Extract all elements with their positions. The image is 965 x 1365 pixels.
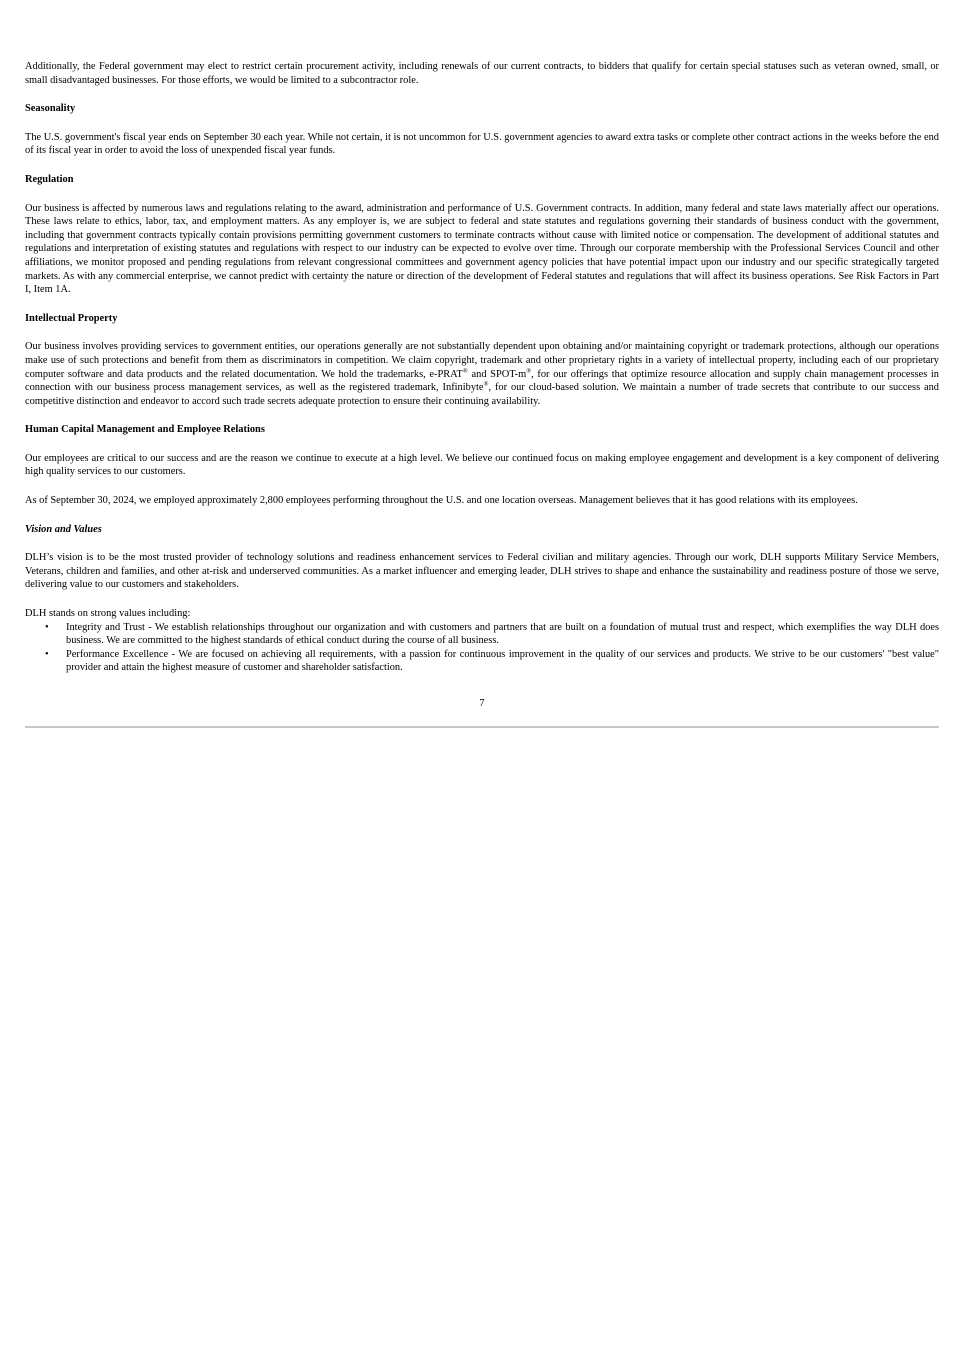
intro-paragraph: Additionally, the Federal government may elect to restrict certain procurement activity, including renewals of our current contracts, to bidders that qualify for certain special statuses such as veteran owned, small, or small disadvantaged businesses. For those efforts, we would be limited to a subcontractor role. [25,61,939,86]
regulation-paragraph: Our business is affected by numerous laws and regulations relating to the award, administration and performance of U.S. Government contracts. In addition, many federal and state laws materially affect our operations. These laws relate to ethics, labor, tax, and employment matters. As any employer is, we are subject to federal and state statutes and regulations governing their standards of business conduct with the government, including that government contracts typically contain provisions permitting government customers to terminate contracts without cause with limited notice or compensation. The development of additional statutes and regulations and interpretation of existing statutes and regulations with respect to our industry can be expected to evolve over time. Through our corporate membership with the Professional Services Council and other affiliations, we monitor proposed and pending regulations from relevant congressional committees and government agency policies that have potential impact upon our industry and our specific strategically targeted markets. As with any commercial enterprise, we cannot predict with certainty the nature or direction of the development of Federal statutes and regulations that will affect its business operations. See Risk Factors in Part I, Item 1A. [25,202,939,296]
intellectual-property-paragraph [25,340,939,408]
registered-mark-infinibyte: ® [483,380,489,388]
seasonality-paragraph: The U.S. government's fiscal year ends on September 30 each year. While not certain, it is not uncommon for U.S. government agencies to award extra tasks or complete other contract actions in the weeks before the end of its fiscal year in order to avoid the loss of unexpended fiscal year funds. [25,131,939,157]
regulation-heading: Regulation [25,173,74,185]
human-capital-paragraph-2: As of September 30, 2024, we employed approximately 2,800 employees performing throughout the U.S. and one location overseas. Management believes that it has good relations with its employees. [25,495,858,507]
human-capital-paragraph-1: Our employees are critical to our success and are the reason we continue to execute at a high level. We believe our continued focus on making employee engagement and development is a key component of delivering high quality services to our customers. [25,452,939,478]
values-intro: DLH stands on strong values including: [25,608,191,620]
intellectual-property-heading: Intellectual Property [25,312,118,324]
value-text: Performance Excellence - We are focused on achieving all requirements, with a passion for continuous improvement in the quality of our services and products. We strive to be our customers' "best value" provider and attain the highest measure of customer and shareholder satisfaction. [66,648,939,674]
human-capital-heading: Human Capital Management and Employee Relations [25,424,265,436]
vision-values-heading: Vision and Values [25,523,102,535]
ip-text-part-4: , for our cloud-based solution. We maintain a number of trade secrets that contribute to our success and competitive distinction and endeavor to accord such trade secrets adequate protection to ensure their continuing availability. [25,382,939,407]
page-number: 7 [479,698,485,709]
registered-mark-spotm: ® [526,367,532,375]
ip-text-part-1: Our business involves providing services to government entities, our operations generally are not substantially dependent upon obtaining and/or maintaining copyright or trademark protections, although our operations make use of such protections and benefit from them as discriminators in competition. We claim copyright, trademark and other proprietary rights in a variety of intellectual property, including each of our proprietary computer software and data products and the related documentation. We hold the trademarks, e-PRAT [25,341,939,380]
list-item [25,648,939,675]
list-item [25,621,939,648]
bullet-icon: • [45,621,49,633]
document-page [25,60,939,728]
values-list [25,621,939,675]
ip-text-part-3: , for our offerings that optimize resource allocation and supply chain management processes in connection with our business process management services, as well as the registered trademark, Infinibyte [25,368,939,394]
value-text: Integrity and Trust - We establish relationships throughout our organization and with customers and partners that are built on a foundation of mutual trust and respect, which exemplifies the way DLH does business. We are committed to the highest standards of ethical conduct during the course of all business. [66,621,939,647]
bullet-icon: • [45,648,49,660]
vision-paragraph: DLH’s vision is to be the most trusted provider of technology solutions and readiness enhancement services to Federal civilian and military agencies. Through our work, DLH supports Military Service Members, Veterans, children and families, and other at-risk and underserved communities. As a market influencer and emerging leader, DLH strives to shape and enhance the sustainability and readiness posture of those we serve, delivering value to our customers and stakeholders. [25,552,939,591]
ip-text-part-2: and SPOT-m [467,368,527,380]
seasonality-heading: Seasonality [25,103,76,115]
registered-mark-eprat: ® [462,367,468,375]
page-divider [25,726,939,728]
